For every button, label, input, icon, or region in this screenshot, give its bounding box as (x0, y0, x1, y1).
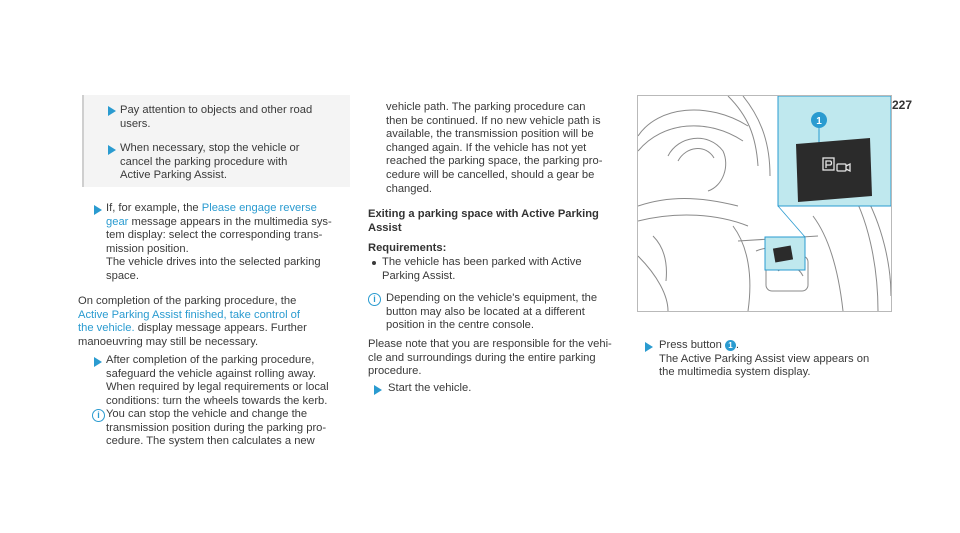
step-text: If, for example, the Please engage reverse gear message appears in the multimedia sys- tem display: select the corresponding trans- mission position. The vehicle drives into the selected parking space. (106, 202, 332, 282)
display-message: the vehicle. (78, 322, 135, 335)
step-arrow-icon (108, 145, 116, 155)
paragraph: Please note that you are responsible for the vehi- cle and surroundings during the entire parking procedure. (368, 338, 612, 378)
step-text: Pay attention to objects and other road users. (120, 104, 313, 130)
step-arrow-icon (94, 205, 102, 215)
console-illustration (638, 96, 891, 311)
display-message: Active Parking Assist finished, take control of (78, 308, 300, 321)
info-icon: i (368, 293, 381, 306)
step-text: Press button 1 . The Active Parking Assist view appears on the multimedia system display. (659, 339, 870, 379)
step-arrow-icon (108, 106, 116, 116)
center-console-figure (637, 95, 892, 312)
display-message: gear (106, 215, 129, 228)
section-heading: Exiting a parking space with Active Parking Assist (368, 208, 599, 234)
bullet-icon (372, 261, 376, 265)
step-text: After completion of the parking procedure, safeguard the vehicle against rolling away. When required by legal requirements or local conditions: turn the wheels towards the kerb. (106, 354, 329, 407)
step-arrow-icon (645, 342, 653, 352)
step-arrow-icon (94, 357, 102, 367)
paragraph: On completion of the parking procedure, the Active Parking Assist finished, take control of the vehicle. display message appears. Further manoeuvring may still be necessary. (78, 295, 307, 348)
callout-badge-icon: 1 (725, 340, 736, 351)
info-icon: i (92, 409, 105, 422)
info-text: You can stop the vehicle and change the transmission position during the parking pro- cedure. The system then calculates a new (106, 408, 327, 448)
svg-text:1: 1 (816, 116, 822, 127)
requirements-label: Requirements: (368, 242, 447, 254)
display-message: Please engage reverse (201, 202, 317, 214)
page-number: 227 (891, 98, 912, 112)
requirement-item: The vehicle has been parked with Active Parking Assist. (382, 256, 582, 282)
step-text: When necessary, stop the vehicle or cancel the parking procedure with Active Parking Assist. (120, 142, 300, 182)
step-arrow-icon (374, 385, 382, 395)
step-text: Start the vehicle. (388, 382, 472, 394)
paragraph: vehicle path. The parking procedure can then be continued. If no new vehicle path is available, the transmission position will be changed again. If the vehicle has not yet reached the parking space, the parking pro- cedure will be cancelled, should a gear be changed. (386, 101, 603, 195)
info-text: Depending on the vehicle's equipment, the button may also be located at a different position in the centre console. (386, 292, 598, 332)
